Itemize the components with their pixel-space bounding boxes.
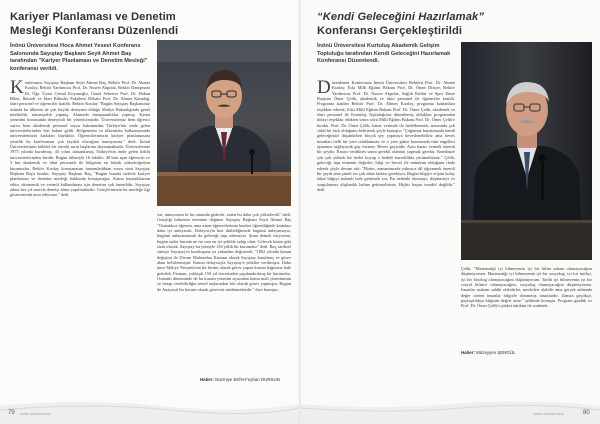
right-byline-names: Müzeyyen ŞENGÜL bbox=[476, 350, 516, 355]
right-column-1 bbox=[317, 80, 455, 392]
right-byline bbox=[461, 350, 515, 356]
right-title-line1: “Kendi Geleceğini Hazırlamak” bbox=[317, 11, 485, 23]
left-byline-names: Nazmiye EKİN-Feyhan DURSUN bbox=[215, 377, 280, 382]
right-speaker-photo bbox=[461, 42, 592, 260]
right-article-title bbox=[317, 11, 484, 38]
left-column-2 bbox=[157, 212, 291, 368]
left-magazine-name: İNÖNÜ ÜNİVERSİTESİ bbox=[20, 413, 51, 416]
left-column-1 bbox=[10, 80, 150, 390]
left-lead-paragraph: İnönü Üniversitesi Hoca Ahmet Yesevi Konferans Salonunda Sayıştay Başkanı Seyit Ahmet Baş tarafından "Kariyer Planlaması ve Denetim Mesleği" konferansı verildi. bbox=[10, 43, 148, 72]
left-article-title bbox=[10, 11, 178, 38]
right-col1-text: üzenlenen Konferansa İnönü Üniversitesi Rektörü Prof. Dr. Ahmet Kızılay, Eski Milli Eğitim Bakanı Prof. Dr. Ömer Dinçer, Rektör Yardımcısı Prof. Dr. Nusret Akpolat, Sağlık Kültür ve Spor Daire Başkanı Ömer Çelik, akademik ve idari personel ile öğrenciler katıldı. Programa katılan Rektör Prof. Dr. Ahmet Kızılay, programa katılanlara teşekkür ederek, Eski Milli Eğitim Bakanı Prof. Dr. Ömer Çelik, akademik ve idari personel ile Kurtuluş Topluluğu'na düzenlemiş oldukları programdan dolayı teşekkür ettikten sonra sözü Milli Eğitim Bakanı Prof. Dr. Ömer Çelik'e bıraktı. Prof. Dr. Ömer Çelik, kanar verimde ile hedeflenmek, ansızında çok ciddi bir fark olduğunu belirterek şöyle konuştu: "Çoğumuz hayatımızda kendi geleceğimizi düşünürken birçok şey yapmaya heveslenebiliriz ama heves insanları belli bir yere odaklanmaz ve o yere gitme konusunda tüm engelleri aşmanızı sağlayacak güç vermez. Heves geçicidir. Arzu kararı vermek önemli bir şeydir. Kararı verdikten sonra gerekli olanları yapmak gerekir. Kendinize çok çok yüksek bir hedef koyup o hedefe kararlılıkla yürümelisiniz." Çelik, geleceği inşa etmenin değerler, bilgi ve beceri ile mümkün olduğunu ifade ederek şöyle devam etti: "Bizim, zamanımızda yalnızca dil öğrenmek önemli bir şeydi ama şimdi ise çok daha fazlası gerekiyor. Bugün bilgiye erişim kolay fakat bilgiyi anlamlı hale getirmek zor. Bu nedenle okumayı, düşünmeyi ve sorgulamayı alışkanlık haline getirmelisiniz. Hiçbir başarı tesadüf değildir." dedi. bbox=[317, 80, 455, 192]
right-title-line2: Konferansı Gerçekleştirildi bbox=[317, 24, 463, 37]
left-dropcap: K bbox=[10, 80, 24, 98]
left-byline-label: Haber: bbox=[200, 377, 214, 382]
right-col2-text: Çelik, "Matematiği iyi bilmeyenin iyi bir bilim adamı olamayacağını düşünüyorum. Matematiği iyi bilmeyenin iyi bir sosyolog, iyi bir tarihçi, iyi bir biyolog olamayacağını düşünüyorum. Tarihi iyi bilmeyenin iyi bir sosyal bilimci olamayacağını, sosyolog olamayacağını düşünüyorum. İnsanlar makam sahibi olabilirler, mevkileri olabilir ama gerçek anlamda değer üreten insanlar bilgiyle donanmış insanlardır. Zaman geçtikçe, paylaşıldıkça bilginin değeri artar." şeklinde konuştu. Program günlük ve Prof. Dr. Ömer Çelik'e plaket takdimi ile sonlandı. bbox=[461, 266, 592, 309]
right-byline-label: Haber: bbox=[461, 350, 475, 355]
right-magazine-name: İNÖNÜ ÜNİVERSİTESİ bbox=[533, 413, 564, 416]
right-lead-paragraph: İnönü Üniversitesi Kurtuluş Akademik Gelişim Topluluğu tarafından Kendi Geleceğini Hazırlamak Konferansı Düzenlendi. bbox=[317, 43, 451, 65]
left-col1-text: onferansa, Sayıştay Başkanı Seyit Ahmet Baş, Rektör Prof. Dr. Ahmet Kızılay, Rektör Yardımcısı Prof. Dr. Nusret Akpolat, Rektör Danışmanı Dr. Öğr. Üyesi Cemal Koyunoğlu, Genel Sekreter Prof. Dr. Hakan Bilen, İktisadi ve İdari Bilimler Fakültesi Dekanı Prof. Dr. Ahmet Karadağ, idari personel ve öğrenciler katıldı. Rektör Kızılay "Bugün Sayıştay Başkanımız aslında bu ülkenin de çok büyük deneyimi olduğu Maliye Bakanlığında genel müdürlük, müsteşarlık yapmış. Alanında danışmanlıklar yapmış. Kamu yönetimi konusunda deneyimli bir yöneticimizdir. Üniversitemiz hem öğrenci sayısı hem akademik personel sayısı bakımından Türkiye'nin önde gelen üniversitelerinden biri haline geldi. Bölgemizin ve ülkemizin kalkınmasında üniversitemizin katkıları büyüktür. Öğrencilerimizin kariyer planlamasına yönelik bu konferansın çok faydalı olacağına inanıyorum." dedi. İnönü Üniversitesinin kökleri bir önceki asrın başlarına dayanmaktadır. Üniversitemiz 1975 yılında kurulmuş, 43 yılını tamamlamış Türkiye'nin önde gelen köklü üniversitelerinden biridir. Bugün itibariyle 16 fakülte, 48 bini aşan öğrencisi ve 3 bin akademik ve idari personeli ile bölgenin en büyük yükseköğretim kurumudur. Rektör Kızılay konuşmasını tamamladıktan sonra sözü Sayıştay Başkanı Baş'a bıraktı. Sayıştay Başkanı Baş, "Bugün burada sizlerle kariyer planlaması ve denetim mesleği hakkında konuşacağız. Kamu kaynaklarının etkin, ekonomik ve verimli kullanılması için denetim çok önemlidir. Sayıştay adına her yıl sınavla denetçi alımı yapılmaktadır. Gençlerimizin bu mesleğe ilgi göstermesini arzu ediyoruz." dedi. bbox=[10, 80, 150, 198]
right-footer-wave bbox=[301, 396, 600, 424]
right-page-number: 80 bbox=[583, 410, 590, 416]
right-dropcap: D bbox=[317, 80, 331, 98]
left-byline bbox=[200, 377, 280, 383]
left-col2-text: var, umuyorum ki bu ortamda gidecek, zaten bu daha çok yükselecek" dedi. Gençliği bilmenin önemine değinen Sayıştay Başkanı Seyit Ahmet Baş "Osmanlıca öğrenin, ama zaten öğrencilerimiz bunları öğrendiğinde konuları daha iyi anlayacak. Dolayısıyla bizi dinlediğinizde bugünü anlayamayız, bugünü anlayamazsak da geleceği inşa edemeyiz. Şunu demek istiyorum, bugün sizler burada ne ise ona en iyi şekilde sahip olun. Gelecek bizim gibi sizin olacak. Sayıştay bu yönüyle 150 yıllık bir kurumdur" dedi. Baş, tarihsel süreçte Sayıştay'ın kuruluşuna ya yakından değinerek: "1862 yılında kanun değişimi ile Divanı Muhasebat Kanunu olarak Sayıştay kurulmuş ve görev alanı belirlenmiştir. Kanun dolayısıyla Sayıştay'a yetkiler verilmiştir. Daha önce Maliye Nezareti'nin bir birimi olarak görev yapan kurum bağımsız hale getirildi. Ferman, yaklaşık 150 yıl öncesinden yapılandırılmış bir kurumdur. Osmanlı döneminde de bu kurum yönetim açısından kamu mali yönetiminin ve hesap verebilirliğin temel taşlarından biri olarak görev yapmıştır. Bugün de Anayasal bir kurum olarak görevini sürdürmektedir." diye konuştu. bbox=[157, 212, 291, 292]
right-page bbox=[301, 0, 600, 424]
left-title-line2: Mesleği Konferansı Düzenlendi bbox=[10, 24, 179, 37]
left-page-number: 79 bbox=[8, 410, 15, 416]
left-footer-wave bbox=[0, 396, 300, 424]
left-title-line1: Kariyer Planlaması ve Denetim bbox=[10, 11, 176, 23]
left-speaker-photo bbox=[157, 40, 291, 206]
